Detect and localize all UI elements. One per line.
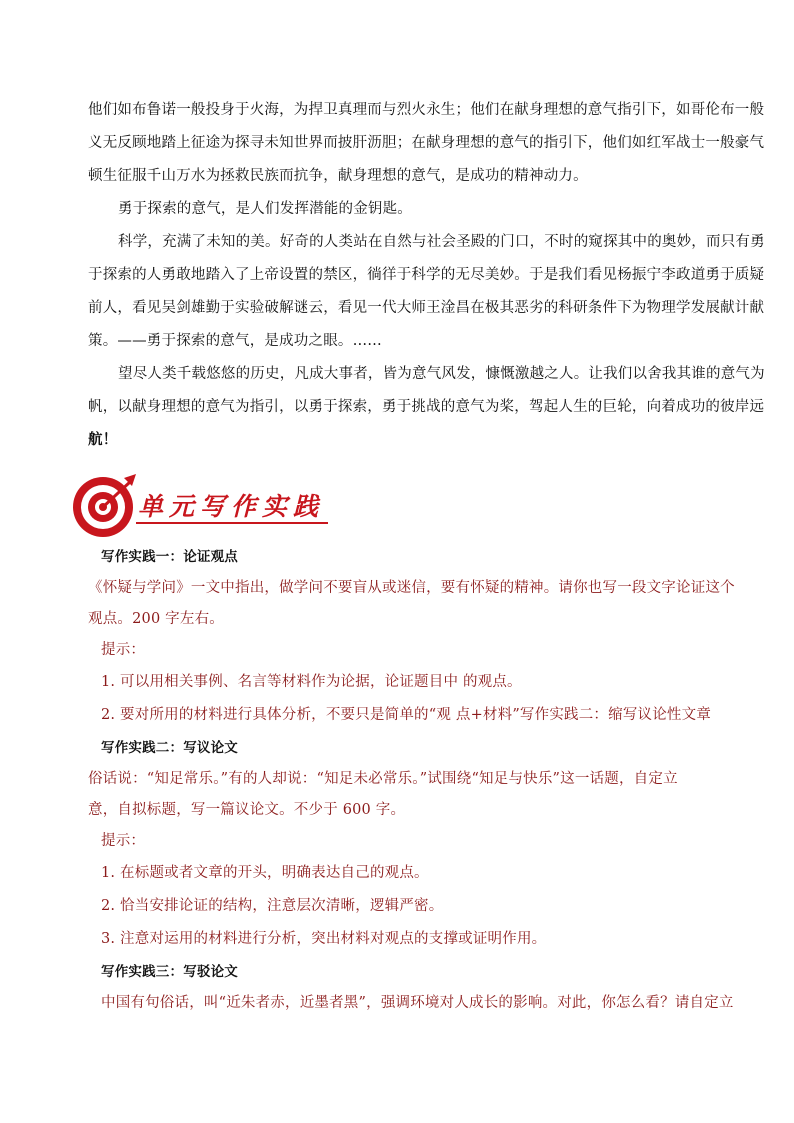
- title-underline: [136, 522, 328, 524]
- essay-line: 策。——勇于探索的意气，是成功之眼。……: [88, 333, 382, 349]
- essay-line: 科学，充满了未知的美。好奇的人类站在自然与社会圣殿的门口，不时的窥探其中的奥妙，而只有勇: [118, 234, 765, 250]
- practice2-task-line: 意，自拟标题，写一篇议论文。不少于 600 字。: [88, 802, 406, 818]
- essay-line: 于探索的人勇敢地踏入了上帝设置的禁区，徜徉于科学的无尽美妙。于是我们看见杨振宁李政道勇于质疑: [88, 267, 765, 283]
- practice1-tip: 1. 可以用相关事例、名言等材料作为论据，论证题目中 的观点。: [101, 674, 522, 690]
- practice3-task-line: 中国有句俗话，叫“近朱者赤，近墨者黑”，强调环境对人成长的影响。对此，你怎么看？请自定立: [101, 995, 734, 1011]
- practice1-task-line: 《怀疑与学问》一文中指出，做学问不要盲从或迷信，要有怀疑的精神。请你也写一段文字论证这个: [88, 580, 735, 596]
- essay-line: 顿生征服千山万水为拯救民族而抗争，献身理想的意气，是成功的精神动力。: [88, 168, 588, 184]
- essay-line: 望尽人类千载悠悠的历史，凡成大事者，皆为意气风发，慷慨激越之人。让我们以舍我其谁的意气为: [118, 366, 765, 382]
- practice2-tip: 2. 恰当安排论证的结构，注意层次清晰，逻辑严密。: [101, 898, 444, 914]
- practice1-task-line: 观点。200 字左右。: [88, 611, 224, 627]
- practice2-tips-label: 提示：: [101, 833, 146, 849]
- practice2-task-line: 俗话说：“知足常乐。”有的人却说：“知足未必常乐。”试围绕“知足与快乐”这一话题，自定立: [88, 771, 678, 787]
- essay-line: 航！: [88, 431, 118, 448]
- practice3-heading: 写作实践三：写驳论文: [101, 964, 238, 980]
- practice1-tips-label: 提示：: [101, 642, 146, 658]
- practice1-tip: 2. 要对所用的材料进行具体分析，不要只是简单的“观 点+材料”写作实践二：缩写议论性文章: [101, 707, 712, 723]
- essay-line: 义无反顾地踏上征途为探寻未知世界而披肝沥胆；在献身理想的意气的指引下，他们如红军战士一般豪气: [88, 135, 765, 151]
- practice1-heading: 写作实践一：论证观点: [101, 549, 238, 565]
- section-title: 单元写作实践: [138, 492, 325, 521]
- practice2-tip: 1. 在标题或者文章的开头，明确表达自己的观点。: [101, 865, 429, 881]
- essay-line: 他们如布鲁诺一般投身于火海，为捍卫真理而与烈火永生；他们在献身理想的意气指引下，如哥伦布一般: [88, 102, 765, 118]
- essay-line: 勇于探索的意气，是人们发挥潜能的金钥匙。: [118, 201, 412, 217]
- essay-line: 帆，以献身理想的意气为指引，以勇于探索，勇于挑战的意气为桨，驾起人生的巨轮，向着成功的彼岸远: [88, 399, 765, 415]
- practice2-heading: 写作实践二：写议论文: [101, 740, 238, 756]
- practice2-tip: 3. 注意对运用的材料进行分析，突出材料对观点的支撑或证明作用。: [101, 931, 547, 947]
- essay-line: 前人，看见吴剑雄勤于实验破解谜云，看见一代大师王淦昌在极其恶劣的科研条件下为物理学发展献计献: [88, 300, 765, 316]
- target-icon: [73, 474, 136, 537]
